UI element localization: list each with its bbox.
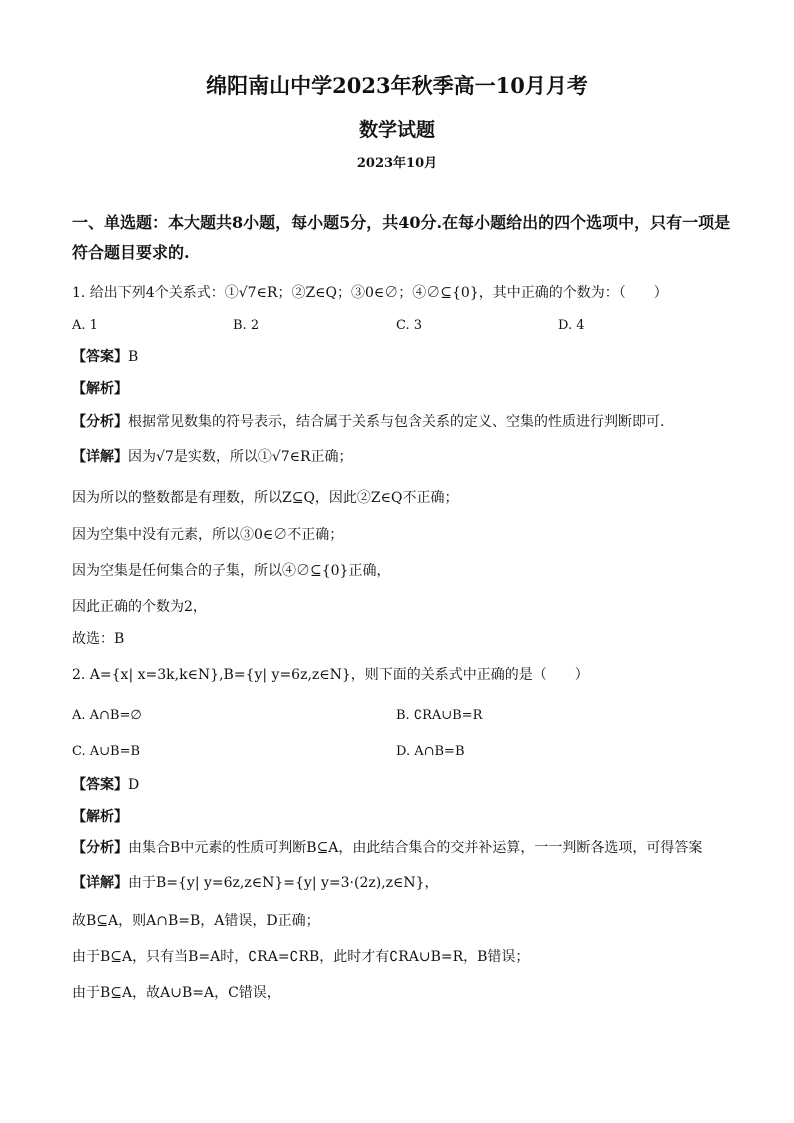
q1-analysis-label: 【解析】 <box>72 381 128 397</box>
q2-option-a: A. A∩B=∅ <box>72 708 142 723</box>
q2-detail-line: 由于B⊆A，故A∪B=A，C错误， <box>72 985 281 1001</box>
q1-fenxi-text: 根据常见数集的符号表示，结合属于关系与包含关系的定义、空集的性质进行判断即可. <box>128 414 665 430</box>
q1-option-d: D. 4 <box>558 318 585 333</box>
q2-option-c: C. A∪B=B <box>72 744 141 759</box>
q1-stem: 1. 给出下列4个关系式：①√7∈R；②Z∈Q；③0∈∅；④∅⊆{0}，其中正确的个数为：（ ） <box>72 285 668 301</box>
q2-answer <box>72 774 732 796</box>
q2-fenxi-label: 【分析】 <box>72 840 128 856</box>
document-title: 绵阳南山中学2023年秋季高一10月月考 <box>206 73 588 98</box>
q1-detail-line: 故选：B <box>72 631 125 647</box>
q1-detail-text: 因为√7是实数，所以①√7∈R正确； <box>128 449 353 465</box>
q1-fenxi-label: 【分析】 <box>72 414 128 430</box>
q1-option-a: A. 1 <box>72 318 98 333</box>
q2-detail-label: 【详解】 <box>72 875 128 891</box>
q2-detail-line <box>72 872 732 894</box>
q2-answer-value: D <box>128 777 140 793</box>
q2-stem: 2. A={x| x=3k,k∈N},B={y| y=6z,z∈N}，则下面的关系式中正确的是（ ） <box>72 667 589 683</box>
q1-option-b: B. 2 <box>233 318 260 333</box>
q2-option-b: B. ∁RA∪B=R <box>396 708 483 723</box>
q1-detail-line: 因为所以的整数都是有理数，所以Z⊆Q，因此②Z∈Q不正确； <box>72 490 459 506</box>
q2-fenxi-text: 由集合B中元素的性质可判断B⊆A，由此结合集合的交并补运算，一一判断各选项，可得答案 <box>128 840 703 856</box>
q1-answer-label: 【答案】 <box>72 349 128 365</box>
q1-answer-value: B <box>128 349 139 365</box>
q1-answer <box>72 346 732 368</box>
q2-analysis-label: 【解析】 <box>72 809 128 825</box>
q1-detail-line <box>72 446 732 468</box>
q2-option-d: D. A∩B=B <box>396 744 465 759</box>
q1-fenxi <box>72 411 732 433</box>
q2-answer-label: 【答案】 <box>72 777 128 793</box>
q1-detail-line: 因此正确的个数为2， <box>72 599 207 615</box>
q1-detail-line: 因为空集是任何集合的子集，所以④∅⊆{0}正确， <box>72 563 391 579</box>
q2-detail-text: 由于B={y| y=6z,z∈N}={y| y=3·(2z),z∈N}， <box>128 875 439 891</box>
document-date: 2023年10月 <box>356 156 438 171</box>
q1-detail-line: 因为空集中没有元素，所以③0∈∅不正确； <box>72 527 344 543</box>
q2-detail-line: 故B⊆A，则A∩B=B，A错误，D正确； <box>72 913 320 929</box>
q1-option-c: C. 3 <box>396 318 423 333</box>
document-subtitle: 数学试题 <box>358 119 435 141</box>
q2-fenxi <box>72 837 732 859</box>
section-heading: 一、单选题：本大题共8小题，每小题5分，共40分.在每小题给出的四个选项中，只有一项是符合题目要求的. <box>72 213 731 262</box>
q1-detail-label: 【详解】 <box>72 449 128 465</box>
q2-detail-line: 由于B⊆A，只有当B=A时，∁RA=∁RB，此时才有∁RA∪B=R，B错误； <box>72 949 530 965</box>
